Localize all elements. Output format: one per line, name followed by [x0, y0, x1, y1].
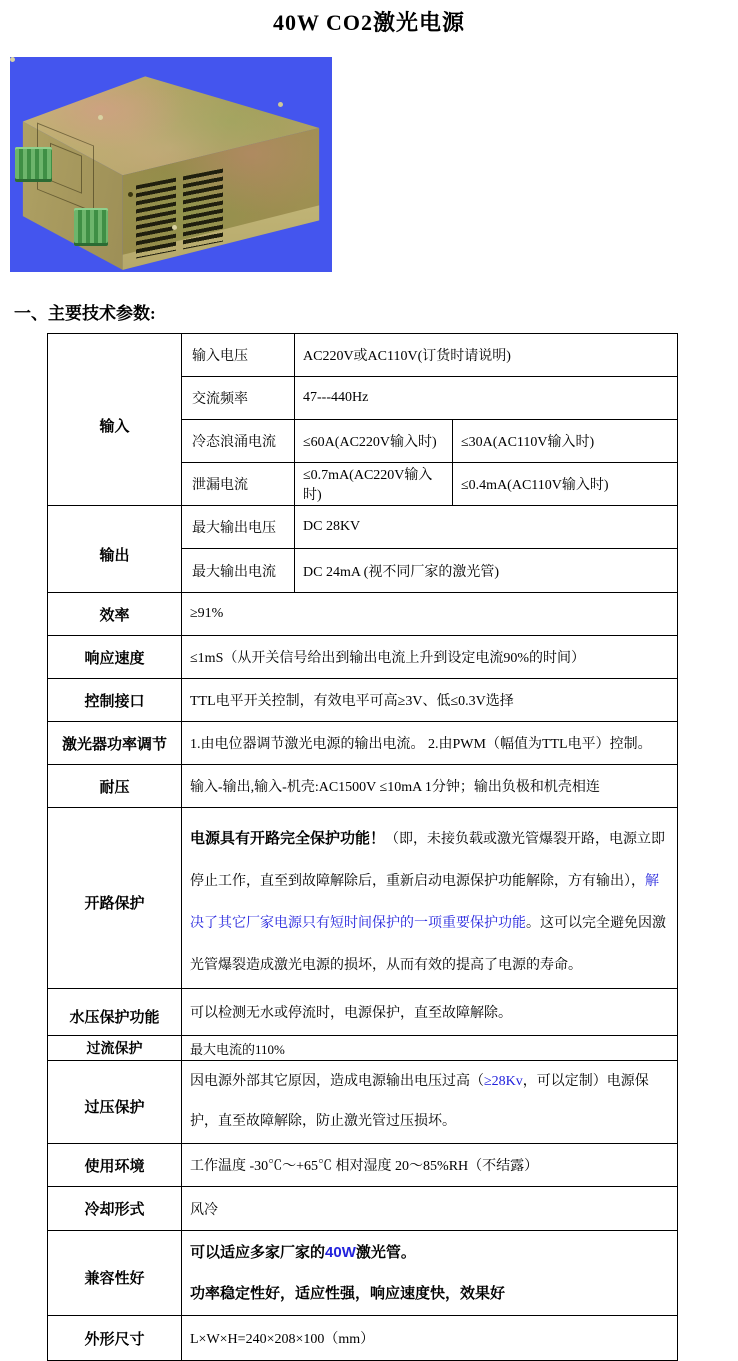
- table-row: [48, 506, 678, 549]
- value-overvoltage-protection: [182, 1061, 678, 1144]
- value-power-adjust: 1.由电位器调节激光电源的输出电流。 2.由PWM（幅值为TTL电平）控制。: [182, 722, 678, 765]
- row-label-power-adjust: 激光器功率调节: [48, 722, 182, 765]
- table-row: [48, 1144, 678, 1187]
- row-label-response-speed: 响应速度: [48, 636, 182, 679]
- compatibility-40w-blue: 40W: [325, 1244, 356, 1261]
- table-row: [48, 1036, 678, 1061]
- compatibility-line-1: 可以适应多家厂家的40W激光管。: [190, 1244, 416, 1261]
- table-row: [48, 765, 678, 808]
- row-label-overvoltage-protection: 过压保护: [48, 1061, 182, 1144]
- value-overcurrent-protection: 最大电流的110%: [182, 1036, 678, 1061]
- spec-table: [47, 333, 678, 1361]
- overvoltage-text-2: ，可以定制）电源保护，直至故障解除，防止激光管过压损坏。: [190, 1074, 649, 1129]
- value-cooling: 风冷: [182, 1187, 678, 1231]
- param-inrush-current: 冷态浪涌电流: [182, 420, 295, 463]
- table-row: [48, 1061, 678, 1144]
- value-dimensions: L×W×H=240×208×100（mm）: [182, 1316, 678, 1361]
- value-inrush-110: ≤30A(AC110V输入时): [453, 420, 678, 463]
- row-label-withstand-voltage: 耐压: [48, 765, 182, 808]
- row-label-cooling: 冷却形式: [48, 1187, 182, 1231]
- value-response-speed: ≤1mS（从开关信号给出到输出电流上升到设定电流90%的时间）: [182, 636, 678, 679]
- value-max-output-current: DC 24mA (视不同厂家的激光管): [295, 549, 678, 593]
- value-compatibility: [182, 1231, 678, 1316]
- value-efficiency: ≥91%: [182, 593, 678, 636]
- row-label-output: 输出: [48, 506, 182, 593]
- row-label-open-circuit-protection: 开路保护: [48, 808, 182, 989]
- value-open-circuit-protection: [182, 808, 678, 989]
- row-label-efficiency: 效率: [48, 593, 182, 636]
- overvoltage-blue-text: ≥28Kv: [484, 1074, 523, 1089]
- open-circuit-bold-lead: 电源具有开路完全保护功能！: [190, 830, 386, 847]
- param-leakage-current: 泄漏电流: [182, 463, 295, 506]
- value-inrush-220: ≤60A(AC220V输入时): [295, 420, 453, 463]
- open-circuit-blue-text: 解决了其它厂家电源只有短时间保护的一项重要保护功能: [190, 874, 659, 931]
- value-environment: 工作温度 -30℃～+65℃ 相对湿度 20～85%RH（不结露）: [182, 1144, 678, 1187]
- overvoltage-text-1: 因电源外部其它原因，造成电源输出电压过高（: [190, 1074, 484, 1089]
- value-max-output-voltage: DC 28KV: [295, 506, 678, 549]
- param-max-output-voltage: 最大输出电压: [182, 506, 295, 549]
- table-row: [48, 1231, 678, 1316]
- value-leakage-220: ≤0.7mA(AC220V输入时): [295, 463, 453, 506]
- table-row: [48, 636, 678, 679]
- open-circuit-text-2: 。这可以完全避免因激光管爆裂造成激光电源的损坏，从而有效的提高了电源的寿命。: [190, 916, 666, 973]
- row-label-environment: 使用环境: [48, 1144, 182, 1187]
- value-water-protection: 可以检测无水或停流时，电源保护，直至故障解除。: [182, 989, 678, 1036]
- value-withstand-voltage: 输入-输出,输入-机壳:AC1500V ≤10mA 1分钟；输出负极和机壳相连: [182, 765, 678, 808]
- table-row: [48, 679, 678, 722]
- row-label-dimensions: 外形尺寸: [48, 1316, 182, 1361]
- grille-column: [136, 178, 176, 259]
- section-heading: 一、主要技术参数:: [14, 304, 156, 323]
- screw-dots: [10, 57, 15, 62]
- param-ac-frequency: 交流频率: [182, 377, 295, 420]
- compatibility-line-2: 功率稳定性好，适应性强，响应速度快，效果好: [190, 1285, 506, 1302]
- value-control-interface: TTL电平开关控制，有效电平可高≥3V、低≤0.3V选择: [182, 679, 678, 722]
- table-row: [48, 1187, 678, 1231]
- row-label-compatibility: 兼容性好: [48, 1231, 182, 1316]
- row-label-input: 输入: [48, 334, 182, 506]
- table-row: [48, 1316, 678, 1361]
- table-row: [48, 989, 678, 1036]
- row-label-control-interface: 控制接口: [48, 679, 182, 722]
- value-ac-frequency: 47---440Hz: [295, 377, 678, 420]
- value-leakage-110: ≤0.4mA(AC110V输入时): [453, 463, 678, 506]
- terminal-block-2: [74, 208, 108, 247]
- table-row: [48, 334, 678, 377]
- row-label-overcurrent-protection: 过流保护: [48, 1036, 182, 1061]
- param-input-voltage: 输入电压: [182, 334, 295, 377]
- front-panel-diagram-inner: [50, 143, 82, 193]
- page-title: 40W CO2激光电源: [272, 10, 466, 35]
- table-row: [48, 808, 678, 989]
- value-input-voltage: AC220V或AC110V(订货时请说明): [295, 334, 678, 377]
- table-row: [48, 722, 678, 765]
- open-circuit-text-1: （即，未接负载或激光管爆裂开路，电源立即停止工作，直至到故障解除后，重新启动电源保护功能解除，方有输出），: [190, 832, 666, 889]
- row-label-water-protection: 水压保护功能: [48, 989, 182, 1036]
- param-max-output-current: 最大输出电流: [182, 549, 295, 593]
- product-photo: [10, 57, 332, 272]
- terminal-block-1: [15, 147, 52, 181]
- table-row: [48, 593, 678, 636]
- grille-column: [183, 169, 223, 250]
